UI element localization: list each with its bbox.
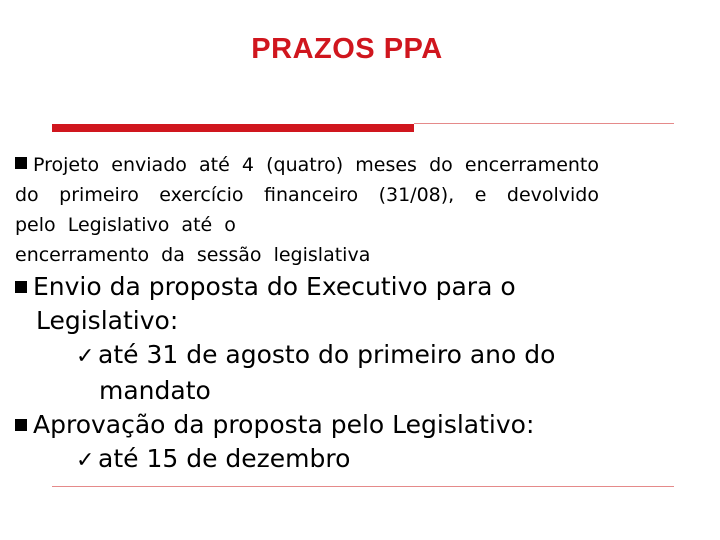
title-underline-thick [52,124,414,132]
paragraph-projeto-text: Projeto enviado até 4 (quatro) meses do encerramento do primeiro exercício financeiro (31/08), e devolvido pelo Legislativo até o [15,154,599,236]
check-item-agosto [15,338,665,374]
square-bullet-icon [15,281,27,293]
bullet-envio-line2: Legislativo: [36,306,179,335]
checkmark-icon: ✓ [76,344,95,369]
bullet-envio-line1: Envio da proposta do Executivo para o [33,272,516,301]
title-underline-thin [414,123,674,124]
checkmark-icon: ✓ [76,448,95,473]
bullet-aprovacao [15,408,665,442]
check-item-agosto-text: até 31 de agosto do primeiro ano do [98,340,556,369]
square-bullet-icon [15,419,27,431]
check-item-dezembro-text: até 15 de dezembro [98,444,351,473]
paragraph-projeto-last-line: encerramento da sessão legislativa [15,244,371,266]
paragraph-projeto [15,150,599,270]
bullet-envio [15,270,665,304]
bullet-list [15,270,665,478]
square-bullet-icon [15,157,27,169]
bottom-rule [52,486,674,487]
bullet-aprovacao-line1: Aprovação da proposta pelo Legislativo: [33,410,535,439]
check-item-agosto-line2: mandato [99,376,211,405]
check-item-dezembro [15,442,665,478]
slide-title: PRAZOS PPA [251,33,443,65]
